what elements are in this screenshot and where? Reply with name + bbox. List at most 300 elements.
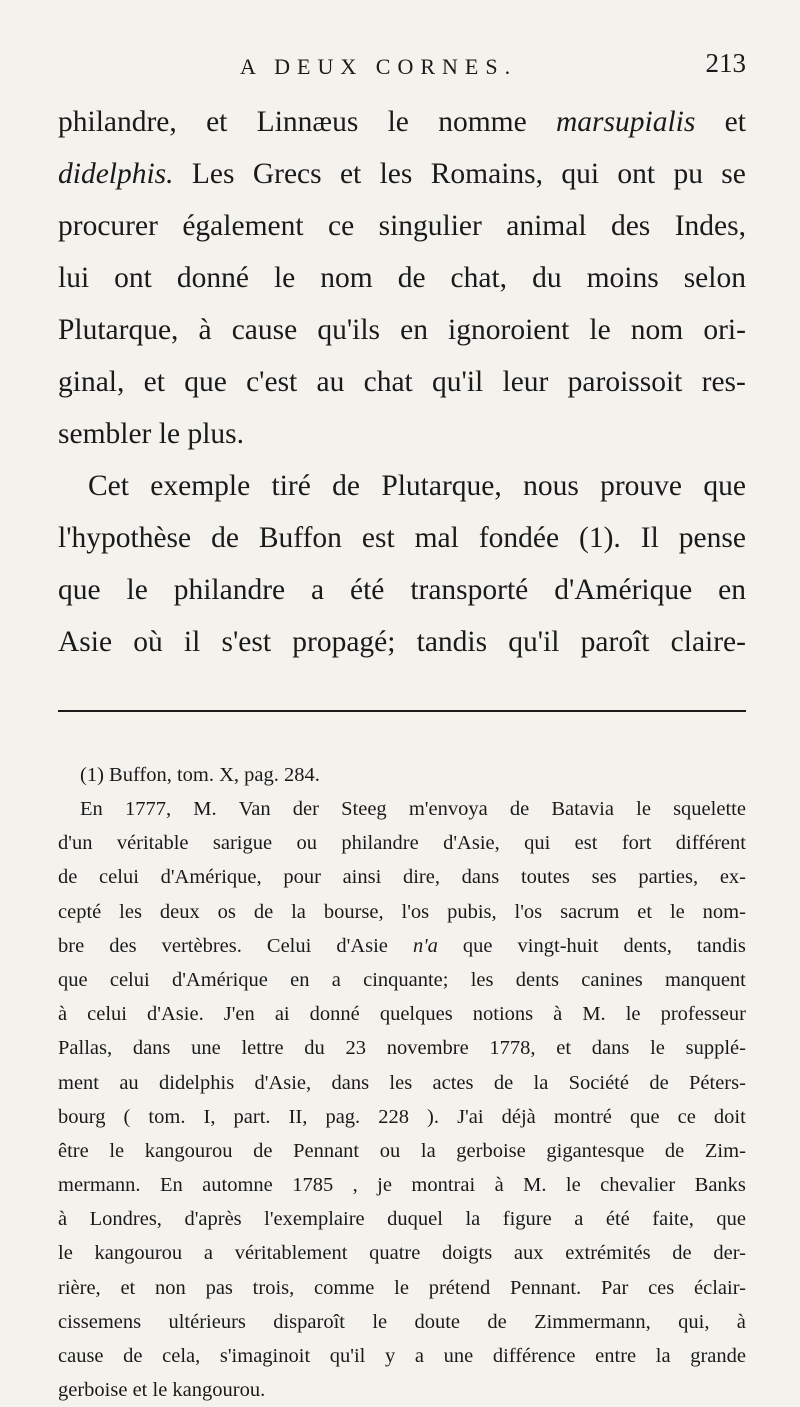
word: du	[304, 1037, 325, 1060]
word: bourse,	[323, 900, 384, 923]
word: s'est	[221, 626, 272, 658]
word: doigts	[442, 1242, 493, 1265]
word: ginal,	[58, 366, 125, 398]
word: comme	[314, 1276, 375, 1299]
word: qu'il	[329, 1345, 366, 1367]
word: et	[143, 366, 165, 398]
word: sarigue	[212, 832, 273, 855]
word: plus.	[187, 418, 244, 450]
word: kangourou	[144, 1139, 233, 1162]
word: Van	[238, 798, 271, 820]
word: pour	[283, 866, 321, 889]
word: gerboise	[456, 1139, 526, 1162]
word: moins	[586, 262, 659, 294]
word: déjà	[501, 1105, 536, 1128]
word: ori-	[703, 314, 746, 346]
word: ces	[648, 1276, 675, 1299]
text-line	[58, 963, 746, 997]
word: En	[159, 1174, 183, 1197]
text-line	[58, 564, 746, 616]
word: je	[377, 1174, 392, 1197]
word: mal	[414, 522, 459, 554]
word: différence	[492, 1345, 576, 1367]
text-line	[58, 860, 746, 894]
text-line	[58, 1168, 746, 1202]
word: de	[253, 1139, 273, 1162]
text-line	[58, 1271, 746, 1305]
text-line	[58, 997, 746, 1031]
word: m'envoya	[408, 798, 488, 820]
word: tom.	[148, 1105, 186, 1128]
word: l'os	[401, 900, 430, 923]
word: le	[387, 106, 409, 138]
word: a	[414, 1345, 424, 1367]
word: actes	[432, 1071, 474, 1094]
word: nom-	[702, 900, 746, 923]
word: le	[650, 1037, 665, 1060]
word: Péters-	[689, 1071, 746, 1094]
word: (	[123, 1105, 131, 1128]
word: quelques	[379, 1003, 453, 1026]
main-text	[58, 96, 746, 668]
text-line	[58, 1031, 746, 1065]
word: Grecs	[252, 158, 322, 190]
word: kangourou	[94, 1242, 183, 1265]
word: de	[487, 1310, 507, 1333]
text-line	[58, 826, 746, 860]
word: de	[493, 1071, 514, 1094]
word: didelphis	[159, 1071, 235, 1094]
word: de	[123, 1345, 143, 1367]
word: des	[610, 210, 651, 242]
word: au	[119, 1071, 139, 1094]
word: le	[636, 798, 651, 820]
word: également	[182, 210, 304, 242]
word: montré	[553, 1105, 612, 1128]
word: que	[629, 1105, 660, 1128]
word: du	[532, 262, 562, 294]
word: aux	[513, 1242, 544, 1265]
word: de	[664, 1139, 685, 1162]
word: ce	[677, 1105, 696, 1128]
word: 1778,	[489, 1037, 536, 1060]
word: différent	[675, 832, 746, 855]
word: sembler	[58, 418, 152, 450]
word: Cet	[88, 470, 129, 502]
word: res-	[701, 366, 746, 398]
word: grande	[690, 1345, 746, 1367]
word: et	[724, 106, 746, 138]
word: pu	[673, 158, 703, 190]
word: le	[152, 1379, 168, 1402]
word: d'Asie,	[443, 832, 500, 855]
word: chat	[363, 366, 413, 398]
word: le	[394, 1276, 409, 1299]
word: dans	[461, 866, 500, 889]
word: d'Amérique	[554, 574, 693, 606]
word: 1785	[292, 1174, 334, 1197]
word: une	[191, 1037, 221, 1060]
word: professeur	[660, 1003, 746, 1026]
word: n'a	[412, 934, 438, 957]
word: selon	[683, 262, 746, 294]
running-head	[58, 0, 746, 96]
text-line	[58, 929, 746, 963]
word: que	[703, 470, 746, 502]
word: doute	[414, 1310, 461, 1333]
word: der-	[713, 1242, 746, 1265]
word: Indes,	[674, 210, 746, 242]
word: paroît	[580, 626, 650, 658]
word: que	[462, 934, 493, 957]
word: nom	[320, 262, 373, 294]
text-line	[58, 200, 746, 252]
word: cela,	[162, 1345, 201, 1367]
text-line	[58, 616, 746, 668]
word: les	[470, 968, 494, 991]
word: supplé-	[685, 1037, 746, 1060]
word: lui	[58, 262, 90, 294]
word: la	[533, 1071, 549, 1094]
word: extrémités	[565, 1242, 651, 1265]
word: à	[736, 1310, 746, 1333]
text-line	[58, 408, 746, 460]
word: qui,	[678, 1310, 710, 1333]
word: le	[109, 1139, 125, 1162]
text-line	[58, 460, 746, 512]
word: tandis	[696, 934, 746, 957]
word: En	[80, 798, 103, 820]
word: Les	[191, 158, 235, 190]
word: procurer	[58, 210, 158, 242]
text-line	[58, 148, 746, 200]
word: le	[126, 574, 148, 606]
word: gigantesque	[546, 1139, 645, 1162]
text-line	[58, 1066, 746, 1100]
word: tiré	[271, 470, 311, 502]
word: paroissoit	[567, 366, 683, 398]
word: philandre	[341, 832, 419, 855]
word: ultérieurs	[168, 1310, 246, 1333]
word: gerboise	[58, 1379, 128, 1402]
word: l'exemplaire	[264, 1208, 365, 1231]
word: être	[58, 1139, 89, 1162]
word: cissemens	[58, 1310, 142, 1333]
word: que	[58, 968, 88, 991]
word: nous	[523, 470, 579, 502]
word: leur	[502, 366, 549, 398]
word: de	[649, 1071, 669, 1094]
text-line	[58, 96, 746, 148]
word: faite,	[652, 1208, 694, 1231]
word: parties,	[638, 866, 699, 889]
word: d'Asie,	[254, 1071, 312, 1094]
word: J'ai	[457, 1105, 484, 1128]
word: vertèbres.	[161, 934, 242, 957]
word: bourg	[58, 1105, 106, 1128]
word: celui	[87, 1003, 127, 1026]
word: nom	[630, 314, 684, 346]
text-line	[58, 1236, 746, 1270]
word: que	[58, 574, 101, 606]
word: Buffon	[258, 522, 342, 554]
word: Société	[568, 1071, 629, 1094]
word: Il	[640, 522, 659, 554]
word: a	[331, 968, 341, 991]
word: prétend	[428, 1276, 491, 1299]
word: Plutarque,	[381, 470, 502, 502]
word: tandis	[416, 626, 488, 658]
word: rière,	[58, 1276, 101, 1299]
word: non	[155, 1276, 186, 1299]
word: une	[443, 1345, 474, 1367]
word: sacrum	[560, 900, 620, 923]
word: squelette	[673, 798, 746, 820]
word: de	[509, 798, 530, 820]
word: notions	[472, 1003, 534, 1026]
word: le	[372, 1310, 388, 1333]
word: les	[119, 900, 142, 923]
word: doit	[713, 1105, 746, 1128]
text-line	[58, 1305, 746, 1339]
word: ai	[274, 1003, 290, 1026]
word: nomme	[438, 106, 527, 138]
word: singulier	[378, 210, 482, 242]
word: Steeg	[341, 798, 387, 820]
word: quatre	[369, 1242, 421, 1265]
word: d'après	[184, 1208, 242, 1231]
word: ses	[591, 866, 617, 889]
word: est	[361, 522, 395, 554]
word: d'Asie.	[147, 1003, 204, 1026]
word: ou	[379, 1139, 401, 1162]
word: a	[311, 574, 325, 606]
word: de	[672, 1242, 692, 1265]
word: à	[58, 1003, 68, 1026]
word: le	[589, 314, 611, 346]
running-title: A DEUX CORNES.	[240, 54, 518, 79]
footnote-text	[58, 792, 746, 1407]
word: J'en	[223, 1003, 255, 1026]
word: des	[109, 934, 137, 957]
text-line	[58, 1134, 746, 1168]
text-line	[58, 252, 746, 304]
word: 228	[378, 1105, 409, 1128]
word: Zim-	[704, 1139, 746, 1162]
word: Linnæus	[256, 106, 359, 138]
word: d'Asie	[336, 934, 388, 957]
word: dans	[591, 1037, 630, 1060]
text-line	[58, 1373, 746, 1407]
word: il	[183, 626, 201, 658]
word: qu'ils	[317, 314, 381, 346]
word: et	[132, 1379, 148, 1402]
word: Pennant	[293, 1139, 360, 1162]
word: les	[389, 1071, 413, 1094]
word: pas	[205, 1276, 233, 1299]
text-line	[58, 895, 746, 929]
word: ainsi	[342, 866, 382, 889]
word: qui	[524, 832, 551, 855]
word: celui	[109, 968, 150, 991]
word: Pallas,	[58, 1037, 113, 1060]
word: en	[400, 314, 428, 346]
text-line	[58, 1100, 746, 1134]
word: c'est	[246, 366, 298, 398]
word: vingt-huit	[517, 934, 599, 957]
word: à	[58, 1208, 68, 1231]
word: a	[574, 1208, 584, 1231]
word: donné	[309, 1003, 360, 1026]
word: cause	[58, 1345, 104, 1367]
word: en	[290, 968, 310, 991]
text-line	[58, 1202, 746, 1236]
word: Plutarque,	[58, 314, 179, 346]
word: didelphis.	[58, 158, 174, 190]
word: le	[625, 1003, 641, 1026]
word: éclair-	[694, 1276, 746, 1299]
word: véritablement	[234, 1242, 348, 1265]
text-line	[58, 1339, 746, 1373]
word: qu'il	[432, 366, 484, 398]
word: ,	[352, 1174, 358, 1197]
word: trois,	[252, 1276, 295, 1299]
word: I,	[203, 1105, 216, 1128]
word: ou	[296, 832, 317, 855]
word: que	[184, 366, 227, 398]
word: et	[339, 158, 362, 190]
word: de	[211, 522, 239, 554]
word: 23	[345, 1037, 366, 1060]
word: l'hypothèse	[58, 522, 192, 554]
word: le	[669, 900, 685, 923]
word: philandre	[173, 574, 286, 606]
word: de	[397, 262, 426, 294]
word: et	[637, 900, 653, 923]
word: Asie	[58, 626, 113, 658]
word: der	[292, 798, 319, 820]
word: et	[120, 1276, 136, 1299]
word: que	[716, 1208, 746, 1231]
word: ont	[617, 158, 656, 190]
word: est	[574, 832, 598, 855]
word: manquent	[665, 968, 746, 991]
word: d'Amérique	[171, 968, 268, 991]
word: qui	[561, 158, 600, 190]
footnote-rule	[58, 710, 746, 712]
word: pag.	[325, 1105, 361, 1128]
word: toutes	[520, 866, 570, 889]
word: véritable	[116, 832, 189, 855]
word: a	[203, 1242, 213, 1265]
word: 1777,	[124, 798, 172, 820]
word: philandre,	[58, 106, 177, 138]
word: montrai	[411, 1174, 476, 1197]
word: et	[556, 1037, 572, 1060]
word: le	[158, 418, 181, 450]
word: ignoroient	[448, 314, 570, 346]
word: kangourou.	[172, 1379, 266, 1402]
word: ment	[58, 1071, 99, 1094]
word: le	[273, 262, 296, 294]
word: Zimmermann,	[534, 1310, 651, 1333]
word: ex-	[719, 866, 746, 889]
word: chevalier	[600, 1174, 676, 1197]
word: le	[565, 1174, 581, 1197]
word: et	[206, 106, 228, 138]
word: deux	[159, 900, 200, 923]
word: la	[655, 1345, 671, 1367]
word: ce	[327, 210, 355, 242]
footnote-reference: (1) Buffon, tom. X, pag. 284.	[80, 764, 320, 786]
word: Londres,	[89, 1208, 162, 1231]
word: Par	[600, 1276, 629, 1299]
word: M.	[582, 1003, 606, 1026]
word: y	[384, 1345, 396, 1367]
word: M.	[523, 1174, 547, 1197]
word: été	[605, 1208, 630, 1231]
word: fondée	[478, 522, 560, 554]
word: la	[465, 1208, 481, 1231]
word: ).	[427, 1105, 439, 1128]
word: part.	[233, 1105, 271, 1128]
word: de	[253, 900, 274, 923]
word: pense	[678, 522, 746, 554]
word: chat,	[450, 262, 508, 294]
word: Batavia	[551, 798, 614, 820]
word: duquel	[387, 1208, 443, 1231]
word: M.	[193, 798, 217, 820]
page-number: 213	[705, 48, 746, 78]
text-line	[58, 304, 746, 356]
word: ont	[114, 262, 152, 294]
text-line	[58, 792, 746, 826]
word: mermann.	[58, 1174, 141, 1197]
word: celui	[99, 866, 139, 889]
word: entre	[595, 1345, 637, 1367]
word: qu'il	[508, 626, 560, 658]
word: l'os	[514, 900, 543, 923]
word: claire-	[670, 626, 746, 658]
word: canines	[581, 968, 643, 991]
word: II,	[288, 1105, 308, 1128]
word: Celui	[266, 934, 312, 957]
word: automne	[202, 1174, 273, 1197]
word: Pennant.	[510, 1276, 582, 1299]
word: s'imaginoit	[219, 1345, 311, 1367]
word: animal	[506, 210, 587, 242]
word: cepté	[58, 900, 102, 923]
word: de	[58, 866, 78, 889]
word: Banks	[694, 1174, 746, 1197]
word: bre	[58, 934, 85, 957]
word: dans	[132, 1037, 171, 1060]
word: été	[350, 574, 385, 606]
word: d'Amérique,	[160, 866, 262, 889]
word: disparoît	[273, 1310, 345, 1333]
word: au	[316, 366, 345, 398]
word: la	[420, 1139, 436, 1162]
word: dire,	[402, 866, 440, 889]
word: de	[332, 470, 360, 502]
word: le	[58, 1242, 73, 1265]
word: cause	[231, 314, 298, 346]
word: exemple	[150, 470, 251, 502]
word: figure	[502, 1208, 552, 1231]
word: où	[133, 626, 163, 658]
word: dents	[515, 968, 560, 991]
word: (1).	[579, 522, 621, 554]
